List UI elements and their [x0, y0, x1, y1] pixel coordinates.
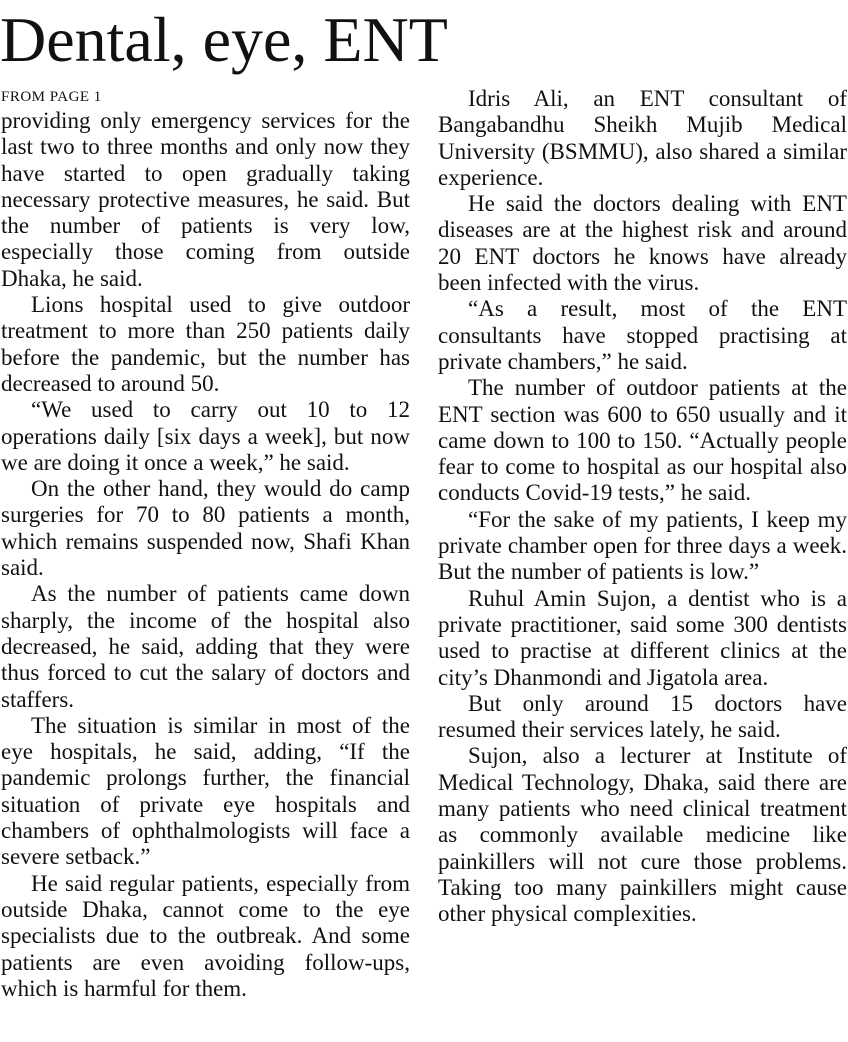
paragraph: As the number of patients came down sharply, the income of the hospital also decreased, he said, adding that they were thus forced to cut the salary of doctors and staffers.	[1, 581, 410, 712]
paragraph: The number of outdoor patients at the ENT section was 600 to 650 usually and it came down to 100 to 150. “Actually people fear to come to hospital as our hospital also conducts Covid-19 tests,” he said.	[438, 375, 847, 506]
continuation-kicker: FROM PAGE 1	[1, 89, 102, 105]
paragraph: “For the sake of my patients, I keep my private chamber open for three days a week. But the number of patients is low.”	[438, 506, 847, 585]
paragraph: “As a result, most of the ENT consultants have stopped practising at private chambers,” he said.	[438, 296, 847, 374]
paragraph: He said regular patients, especially from outside Dhaka, cannot come to the eye specialists due to the outbreak. And some patients are even avoiding follow-ups, which is harmful for them.	[1, 870, 410, 1001]
article-column-right	[438, 86, 847, 928]
paragraph: Sujon, also a lecturer at Institute of Medical Technology, Dhaka, said there are many patients who need clinical treatment as commonly available medicine like painkillers will not cure those problems. Taking too many painkillers might cause other physical complexities.	[438, 743, 847, 927]
article-headline: Dental, eye, ENT	[0, 4, 448, 75]
paragraph: The situation is similar in most of the eye hospitals, he said, adding, “If the pandemic prolongs further, the financial situation of private eye hospitals and chambers of ophthalmologists will face a severe setback.”	[1, 712, 410, 870]
paragraph: Ruhul Amin Sujon, a dentist who is a private practitioner, said some 300 dentists used to practise at different clinics at the city’s Dhanmondi and Jigatola area.	[438, 585, 847, 690]
paragraph: He said the doctors dealing with ENT diseases are at the highest risk and around 20 ENT doctors he knows have already been infected with the virus.	[438, 191, 847, 296]
paragraph: “We used to carry out 10 to 12 operations daily [six days a week], but now we are doing it once a week,” he said.	[1, 397, 410, 475]
paragraph: But only around 15 doctors have resumed their services lately, he said.	[438, 690, 847, 743]
paragraph: On the other hand, they would do camp surgeries for 70 to 80 patients a month, which remains suspended now, Shafi Khan said.	[1, 476, 410, 581]
paragraph: Lions hospital used to give outdoor treatment to more than 250 patients daily before the pandemic, but the number has decreased to around 50.	[1, 292, 410, 396]
article-column-left	[1, 86, 410, 1002]
paragraph: Idris Ali, an ENT consultant of Bangabandhu Sheikh Mujib Medical University (BSMMU), also shared a similar experience.	[438, 86, 847, 190]
paragraph: providing only emergency services for the last two to three months and only now they have started to open gradually taking necessary protective measures, he said. But the number of patients is very low, especially those coming from outside Dhaka, he said.	[1, 108, 410, 291]
